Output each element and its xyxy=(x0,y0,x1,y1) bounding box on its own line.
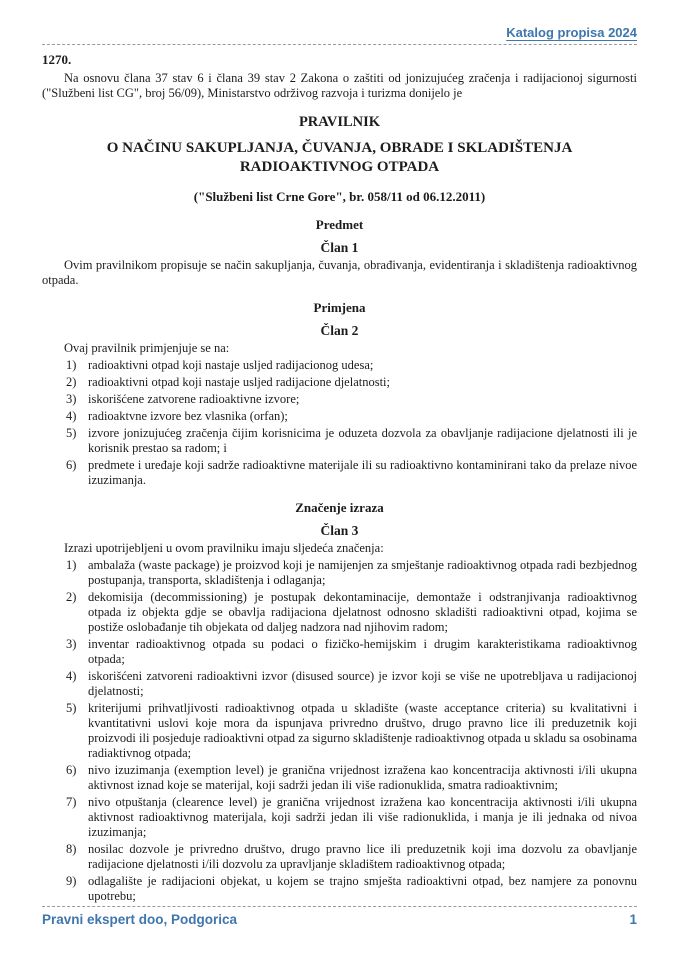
article-heading: Član 1 xyxy=(320,240,359,255)
item-number: 4) xyxy=(66,409,77,423)
list-intro: Izrazi upotrijebljeni u ovom pravilniku imaju sljedeća značenja: xyxy=(64,541,384,555)
article-heading: Član 3 xyxy=(320,523,359,538)
list-item xyxy=(42,701,637,761)
item-number: 6) xyxy=(66,458,77,472)
item-text: radioaktvne izvore bez vlasnika (orfan); xyxy=(88,409,288,423)
document-title: O NAČINU SAKUPLJANJA, ČUVANJA, OBRADE I SKLADIŠTENJA RADIOAKTIVNOG OTPADA xyxy=(106,140,573,175)
publisher-label: Pravni ekspert doo, Podgorica xyxy=(42,912,238,927)
section-predmet xyxy=(42,217,637,288)
item-text: nosilac dozvole je privredno društvo, drugo pravno lice ili preduzetnik koji ima dozvolu za obavljanje radijacione djelatnosti i/ili dozvolu za upravljanje skladištem radioaktivnog otpada; xyxy=(88,842,637,871)
page-footer xyxy=(42,906,637,927)
item-number: 3) xyxy=(66,392,77,406)
item-number: 4) xyxy=(66,669,77,683)
list-item xyxy=(42,669,637,699)
document-number: 1270. xyxy=(42,52,72,67)
item-number: 7) xyxy=(66,795,77,809)
list-item xyxy=(42,795,637,840)
list-item xyxy=(42,637,637,667)
page-number: 1 xyxy=(629,912,637,927)
item-number: 1) xyxy=(66,358,77,372)
ordered-list xyxy=(42,558,637,904)
item-text: odlagalište je radijacioni objekat, u kojem se trajno smješta radioaktivni otpad, bez namjere za ponovnu upotrebu; xyxy=(88,874,637,903)
item-text: predmete i uređaje koji sadrže radioaktivne materijale ili su radioaktivno kontaminirani tako da prelaze nivoe izuzimanja. xyxy=(88,458,637,487)
item-number: 2) xyxy=(66,590,77,604)
section-heading: Primjena xyxy=(313,300,366,315)
list-item xyxy=(42,392,637,407)
article-paragraph: Ovim pravilnikom propisuje se način sakupljanja, čuvanja, obrađivanja, evidentiranja i skladištenja radioaktivnog otpada. xyxy=(42,258,637,287)
item-number: 6) xyxy=(66,763,77,777)
section-heading: Predmet xyxy=(315,217,364,232)
list-item xyxy=(42,874,637,904)
item-number: 5) xyxy=(66,426,77,440)
section-primjena xyxy=(42,300,637,488)
section-znacenje-izraza xyxy=(42,500,637,904)
section-heading: Značenje izraza xyxy=(295,500,384,515)
list-item xyxy=(42,426,637,456)
item-number: 1) xyxy=(66,558,77,572)
item-text: iskorišćene zatvorene radioaktivne izvore; xyxy=(88,392,300,406)
list-item xyxy=(42,590,637,635)
list-item xyxy=(42,842,637,872)
list-item xyxy=(42,558,637,588)
item-text: ambalaža (waste package) je proizvod koji je namijenjen za smještanje radioaktivnog otpada radi bezbjednog postupanja, transporta, skladištenja i odlaganja; xyxy=(88,558,637,587)
item-text: nivo otpuštanja (clearence level) je granična vrijednost izražena kao koncentracija aktivnosti i/ili ukupna aktivnost radioaktivnog materijala, koji sadrži jedan ili više radionuklida, i manja je ili jednaka od nivoa izuzimanja; xyxy=(88,795,637,839)
document-type: PRAVILNIK xyxy=(298,114,381,130)
article-heading: Član 2 xyxy=(320,323,359,338)
item-text: iskorišćeni zatvoreni radioaktivni izvor (disused source) je izvor koji se više ne upotrebljava u radijacionoj djelatnosti; xyxy=(88,669,637,698)
item-text: kriterijumi prihvatljivosti radioaktivnog otpada u skladište (waste acceptance criteria) su kvalitativni i kvantitativni uslovi koje mora da ispunjava privredno društvo, drugo pravno lice ili preduzetnik koji proizvodi ili posjeduje radioaktivni otpad za sigurno skladištenje radioaktivnog otpada u skladu sa osobinama radiaktivnog otpada; xyxy=(88,701,637,760)
list-item xyxy=(42,409,637,424)
item-text: izvore jonizujućeg zračenja čijim korisnicima je oduzeta dozvola za obavljanje radijacione djelatnosti ili je korisnik prestao sa radom; i xyxy=(88,426,637,455)
item-text: radioaktivni otpad koji nastaje usljed radijacione djelatnosti; xyxy=(88,375,391,389)
item-number: 2) xyxy=(66,375,77,389)
ordered-list xyxy=(42,358,637,488)
page-header xyxy=(42,24,637,45)
list-item xyxy=(42,358,637,373)
item-text: inventar radioaktivnog otpada su podaci o fizičko-hemijskim i drugim karakteristikama radioaktivnog otpada; xyxy=(88,637,637,666)
catalog-label: Katalog propisa 2024 xyxy=(506,25,637,40)
list-item xyxy=(42,375,637,390)
item-text: dekomisija (decommissioning) je postupak dekontaminacije, demontaže i odstranjivanja radioaktivnog otpada iz objekta gdje se obavlja radijaciona djelatnost odnosno skladišti radioaktivni otpad, kojima se postiže oslobađanje tih objekata od daljeg nadzora nad njihovim radom; xyxy=(88,590,637,634)
gazette-reference: ("Službeni list Crne Gore", br. 058/11 od 06.12.2011) xyxy=(193,189,486,204)
item-number: 3) xyxy=(66,637,77,651)
list-item xyxy=(42,458,637,488)
item-text: radioaktivni otpad koji nastaje usljed radijacionog udesa; xyxy=(88,358,374,372)
item-number: 8) xyxy=(66,842,77,856)
preamble: Na osnovu člana 37 stav 6 i člana 39 stav 2 Zakona o zaštiti od jonizujućeg zračenja i radijacionoj sigurnosti ("Službeni list CG", broj 56/09), Ministarstvo održivog razvoja i turizma donijelo je xyxy=(42,71,637,100)
list-intro: Ovaj pravilnik primjenjuje se na: xyxy=(64,341,230,355)
item-text: nivo izuzimanja (exemption level) je granična vrijednost izražena kao koncentracija aktivnosti i/ili ukupna aktivnost iznad koje se materijal, koji sadrži jedan ili više radionuklida, smatra radioaktivnim; xyxy=(88,763,637,792)
item-number: 9) xyxy=(66,874,77,888)
list-item xyxy=(42,763,637,793)
item-number: 5) xyxy=(66,701,77,715)
